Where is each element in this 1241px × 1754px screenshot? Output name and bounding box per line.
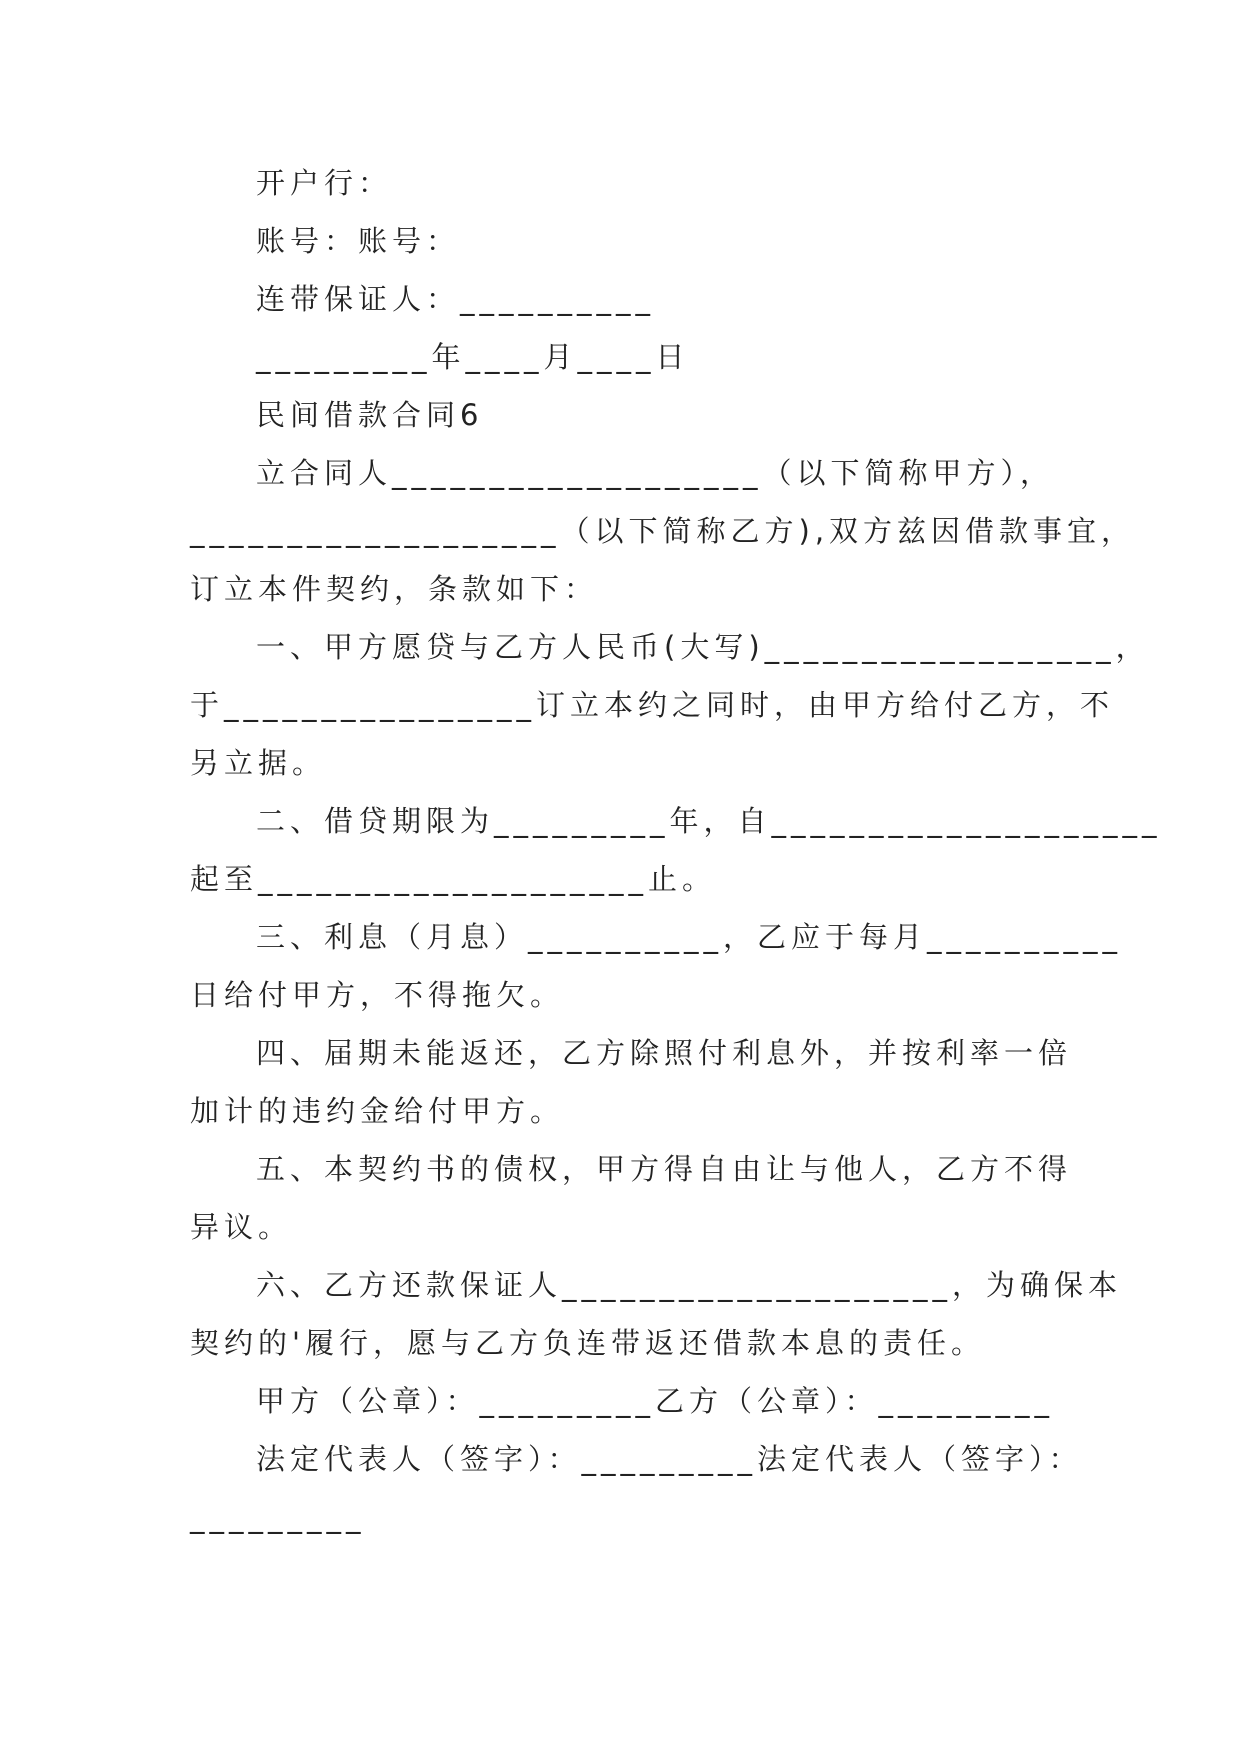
clause-5-line-2: 异议。: [190, 1210, 293, 1244]
clause-4-line-2: 加计的违约金给付甲方。: [190, 1094, 565, 1128]
clause-6-line-2: 契约的'履行，愿与乙方负连带返还借款本息的责任。: [190, 1326, 985, 1360]
bank-label: 开户行：: [256, 166, 393, 200]
intro-line: 订立本件契约，条款如下：: [190, 572, 599, 606]
signature-line: 法定代表人（签字）：_________法定代表人（签字）：: [256, 1442, 1083, 1476]
joint-guarantor-line: 连带保证人：__________: [256, 282, 656, 316]
clause-5-line-1: 五、本契约书的债权，甲方得自由让与他人，乙方不得: [256, 1152, 1073, 1186]
clause-1-line-1: 一、甲方愿贷与乙方人民币(大写)__________________，: [256, 630, 1150, 664]
clause-3-line-1: 三、利息（月息）__________，乙应于每月__________: [256, 920, 1123, 954]
clause-4-line-1: 四、届期未能返还，乙方除照付利息外，并按利率一倍: [256, 1036, 1073, 1070]
date-line: _________年____月____日: [256, 340, 690, 374]
party-b-line: ___________________（以下简称乙方),双方兹因借款事宜，: [190, 514, 1136, 548]
clause-3-line-2: 日给付甲方，不得拖欠。: [190, 978, 565, 1012]
contract-heading: 民间借款合同6: [256, 398, 484, 432]
clause-2-line-2: 起至____________________止。: [190, 862, 717, 896]
clause-2-line-1: 二、借贷期限为_________年，自____________________: [256, 804, 1162, 838]
party-a-line: 立合同人___________________（以下简称甲方），: [256, 456, 1055, 490]
clause-1-line-3: 另立据。: [190, 746, 327, 780]
signature-blank: _________: [190, 1500, 366, 1534]
account-label: 账号：账号：: [256, 224, 461, 258]
clause-1-line-2: 于________________订立本约之同时，由甲方给付乙方，不: [190, 688, 1115, 722]
clause-6-line-1: 六、乙方还款保证人____________________，为确保本: [256, 1268, 1123, 1302]
seal-line: 甲方（公章）：_________乙方（公章）：_________: [256, 1384, 1055, 1418]
